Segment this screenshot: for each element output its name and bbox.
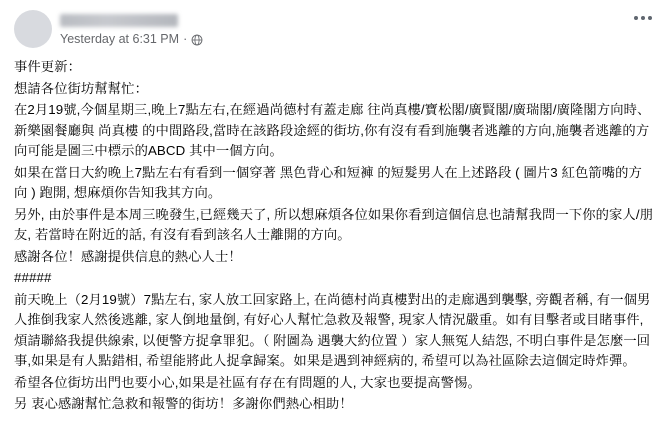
post-meta [60, 32, 203, 46]
post-paragraph: 事件更新： [14, 59, 81, 74]
author-name-redacted[interactable] [60, 14, 178, 27]
post-author-block [60, 10, 203, 49]
dot [634, 16, 638, 20]
post-paragraph: ##### [14, 270, 52, 285]
post-paragraph: 希望各位街坊出門也要小心,如果是社區有存在有問題的人, 大家也要提高警惕。 [14, 374, 481, 390]
post-paragraph: 如果在當日大約晚上7點左右有看到一個穿著 黑色背心和短褲 的短髮男人在上述路段 ( 圖片3 紅色箭嘴的方向 ) 跑開, 想麻煩你告知我其方向。 [14, 164, 642, 200]
post-header [14, 10, 654, 51]
post-paragraph: 感謝各位！感謝提供信息的熱心人士！ [14, 248, 242, 264]
post-timestamp[interactable]: Yesterday at 6:31 PM [60, 32, 180, 46]
post-paragraph: 在2月19號,今個星期三,晚上7點左右,在經過尚德村有蓋走廊 往尚真樓/寶松閣/廣賢閣/廣瑞閣/廣隆閣方向時、新樂園餐廳與 尚真樓 的中間路段,當時在該路段途經的街坊,你有沒有看到施襲者逃離的方向,施襲者逃離的方向可能是圖三中標示的ABCD 其中一個方向。 [14, 102, 651, 158]
more-options-icon[interactable] [634, 16, 652, 20]
post-paragraph: 另外, 由於事件是本周三晚發生,已經幾天了, 所以想麻煩各位如果你看到這個信息也請幫我問一下你的家人/朋友, 若當時在附近的話, 有沒有看到該名人士離開的方向。 [14, 206, 654, 242]
avatar[interactable] [14, 10, 52, 48]
dot [641, 16, 645, 20]
post-text [14, 51, 654, 415]
post-paragraph: 想請各位街坊幫幫忙： [14, 80, 148, 96]
globe-icon[interactable] [191, 34, 203, 46]
post-paragraph: 另 衷心感謝幫忙急救和報警的街坊！多謝你們熱心相助！ [14, 396, 353, 411]
dot [648, 16, 652, 20]
meta-separator: · [183, 32, 188, 46]
post-paragraph: 前天晚上（2月19號）7點左右, 家人放工回家路上, 在尚德村尚真樓對出的走廊遇到襲擊, 旁觀者稱, 有一個男人推倒我家人然後逃離, 家人倒地量倒, 有好心人幫忙急救及報警, 現家人情況嚴重。如有目擊者或目睹事件, 煩請聯絡我提供線索, 以便警方捉拿罪犯。（ 附圖為 遇襲大約位置 ）家人無冤人結怨, 不明白事件是怎麼一回事,如果是有人點錯相, 希望能將此人捉拿歸案。如果是遇到神經病的, 希望可以為社區除去這個定時炸彈。 [14, 291, 651, 368]
